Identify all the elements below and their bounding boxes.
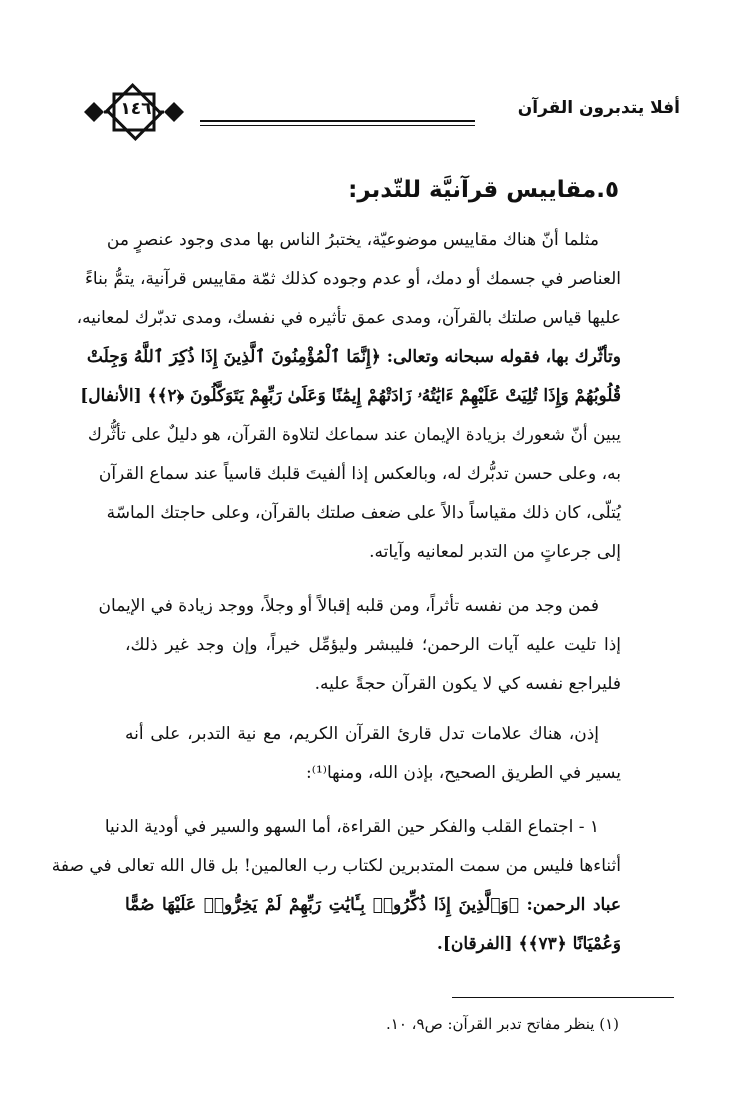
- text-line: فمن وجد من نفسه تأثراً، ومن قلبه إقبالاً أو وجلاً، ووجد زيادة في الإيمان: [98, 596, 599, 616]
- text-line: إذا تليت عليه آيات الرحمن؛ فليبشر وليؤمِّل خيراً، وإن وجد غير ذلك،: [125, 635, 621, 655]
- text-line: أثناءها فليس من سمت المتدبرين لكتاب رب العالمين! بل قال الله تعالى في صفة: [51, 856, 621, 876]
- text-line: إلى جرعاتٍ من التدبر لمعانيه وآياته.: [369, 542, 621, 562]
- running-title: أفلا يتدبرون القرآن: [517, 98, 680, 118]
- footnote: (١) ينظر مفاتح تدبر القرآن: ص٩، ١٠.: [386, 1015, 619, 1033]
- page-number: ١٤٦: [120, 99, 152, 119]
- footnote-separator: [452, 997, 674, 998]
- text-line: يسير في الطريق الصحيح، بإذن الله، ومنها⁽¹⁾:: [306, 763, 621, 783]
- quran-verse-line: وتأثّرك بها، فقوله سبحانه وتعالى: ﴿إِنَّمَا ٱلْمُؤْمِنُونَ ٱلَّذِينَ إِذَا ذُكِرَ ٱللَّهُ وَجِلَتْ: [86, 347, 621, 367]
- text-line: إذن، هناك علامات تدل قارئ القرآن الكريم، مع نية التدبر، على أنه: [125, 724, 599, 744]
- quran-verse-line: قُلُوبُهُمْ وَإِذَا تُلِيَتْ عَلَيْهِمْ ءَايَٰتُهُۥ زَادَتْهُمْ إِيمَٰنًا وَعَلَىٰ رَبِّهِمْ يَتَوَكَّلُونَ ﴿٢﴾﴾ [الأنفال]: [80, 386, 621, 406]
- quran-verse-line: عباد الرحمن: ﴿وَٱلَّذِينَ إِذَا ذُكِّرُوا۟ بِـَٔايَٰتِ رَبِّهِمْ لَمْ يَخِرُّوا۟ عَلَيْهَا صُمًّا: [125, 895, 621, 915]
- section-heading: ٥.مقاييس قرآنيَّة للتّدبر:: [348, 177, 619, 203]
- quran-verse-line: وَعُمْيَانًا ﴿٧٣﴾﴾ [الفرقان].: [436, 934, 621, 954]
- text-line: فليراجع نفسه كي لا يكون القرآن حجةً عليه.: [314, 674, 621, 694]
- text-line: مثلما أنّ هناك مقاييس موضوعيّة، يختبرُ الناس بها مدى وجود عنصرٍ من: [106, 230, 599, 250]
- text-line: يُتلّى، كان ذلك مقياساً دالاً على ضعف صلتك بالقرآن، وعلى حاجتك الماسّة: [106, 503, 621, 523]
- page-header: [80, 82, 680, 142]
- text-line: عليها قياس صلتك بالقرآن، ومدى عمق تأثيره في نفسك، ومدى تدبّرك لمعانيه،: [76, 308, 621, 328]
- header-rule: [200, 120, 475, 126]
- text-line: العناصر في جسمك أو دمك، أو عدم وجوده كذلك ثمّة مقاييس قرآنية، يتمُّ بناءً: [84, 269, 621, 289]
- list-item-text: ١ - اجتماع القلب والفكر حين القراءة، أما السهو والسير في أودية الدنيا: [104, 817, 599, 837]
- text-line: به، وعلى حسن تدبُّرك له، وبالعكس إذا ألفيتَ قلبك قاسياً عند سماع القرآن: [98, 464, 621, 484]
- text-line: يبين أنّ شعورك بزيادة الإيمان عند سماعك لتلاوة القرآن، هو دليلٌ على تأثُّرك: [87, 425, 621, 445]
